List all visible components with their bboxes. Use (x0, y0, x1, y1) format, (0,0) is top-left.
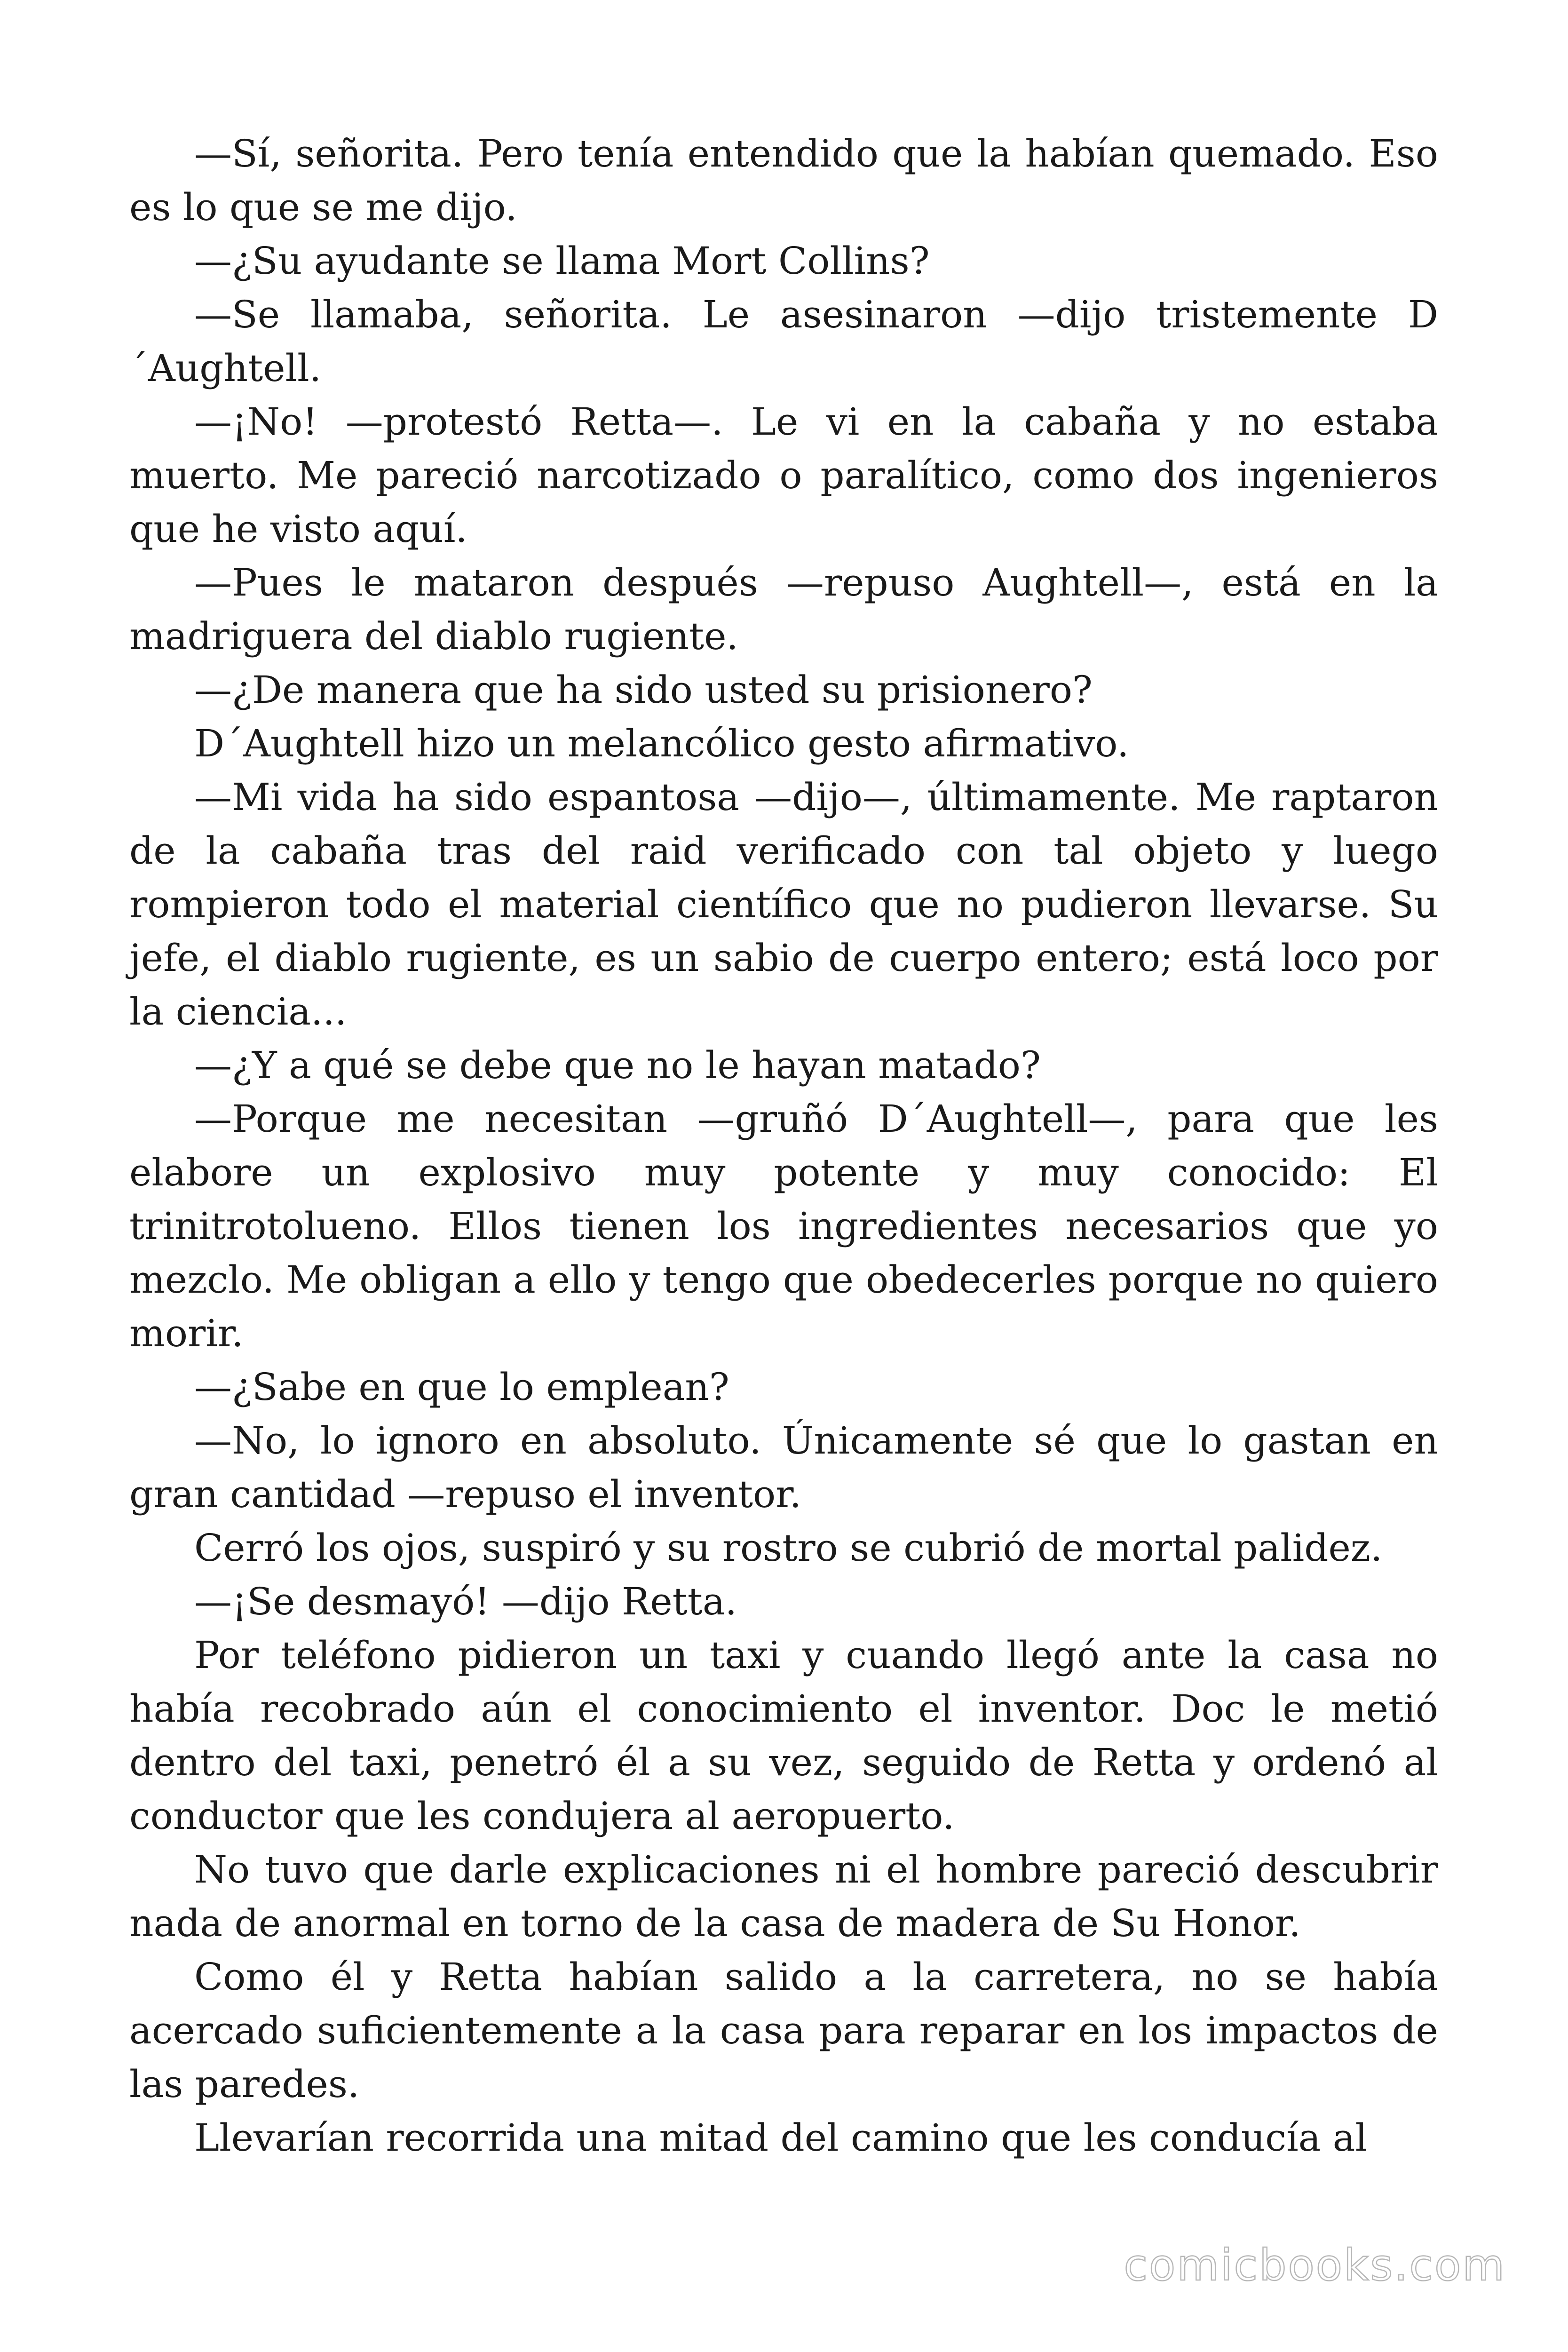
paragraph: —¿De manera que ha sido usted su prisionero? (194, 668, 1093, 712)
paragraph: —¿Y a qué se debe que no le hayan matado? (194, 1043, 1041, 1087)
page-text (129, 127, 1438, 2165)
paragraph: —¡No! —protestó Retta—. Le vi en la cabaña y no estaba muerto. Me pareció narcotizado o paralítico, como dos ingenieros que he visto aquí. (129, 400, 1438, 551)
paragraph: —¡Se desmayó! —dijo Retta. (194, 1580, 737, 1623)
paragraph: —Porque me necesitan —gruñó D´Aughtell—, para que les elabore un explosivo muy potente y muy conocido: El trinitrotolueno. Ellos tienen los ingredientes necesarios que yo mezclo. Me obligan a ello y tengo que obedecerles porque no quiero morir. (129, 1097, 1438, 1355)
paragraph: D´Aughtell hizo un melancólico gesto afirmativo. (194, 722, 1129, 765)
paragraph: Cerró los ojos, suspiró y su rostro se cubrió de mortal palidez. (194, 1526, 1383, 1570)
paragraph: Por teléfono pidieron un taxi y cuando llegó ante la casa no había recobrado aún el conocimiento el inventor. Doc le metió dentro del taxi, penetró él a su vez, seguido de Retta y ordenó al conductor que les condujera al aeropuerto. (129, 1633, 1438, 1838)
paragraph: Como él y Retta habían salido a la carretera, no se había acercado suficientemente a la casa para reparar en los impactos de las paredes. (129, 1955, 1438, 2106)
paragraph: —Sí, señorita. Pero tenía entendido que la habían quemado. Eso es lo que se me dijo. (129, 132, 1438, 229)
paragraph: —¿Su ayudante se llama Mort Collins? (194, 239, 930, 283)
paragraph: —Mi vida ha sido espantosa —dijo—, últimamente. Me raptaron de la cabaña tras del raid verificado con tal objeto y luego rompieron todo el material científico que no pudieron llevarse. Su jefe, el diablo rugiente, es un sabio de cuerpo entero; está loco por la ciencia... (129, 775, 1438, 1033)
paragraph: —No, lo ignoro en absoluto. Únicamente sé que lo gastan en gran cantidad —repuso el inventor. (129, 1419, 1438, 1516)
watermark-text: comicbooks.com (1124, 2240, 1506, 2290)
paragraph: —Se llamaba, señorita. Le asesinaron —dijo tristemente D´Aughtell. (129, 293, 1438, 390)
paragraph: —¿Sabe en que lo emplean? (194, 1365, 729, 1409)
paragraph: No tuvo que darle explicaciones ni el hombre pareció descubrir nada de anormal en torno de la casa de madera de Su Honor. (129, 1848, 1438, 1945)
paragraph: Llevarían recorrida una mitad del camino que les conducía al (194, 2116, 1368, 2160)
paragraph: —Pues le mataron después —repuso Aughtell—, está en la madriguera del diablo rugiente. (129, 561, 1438, 658)
